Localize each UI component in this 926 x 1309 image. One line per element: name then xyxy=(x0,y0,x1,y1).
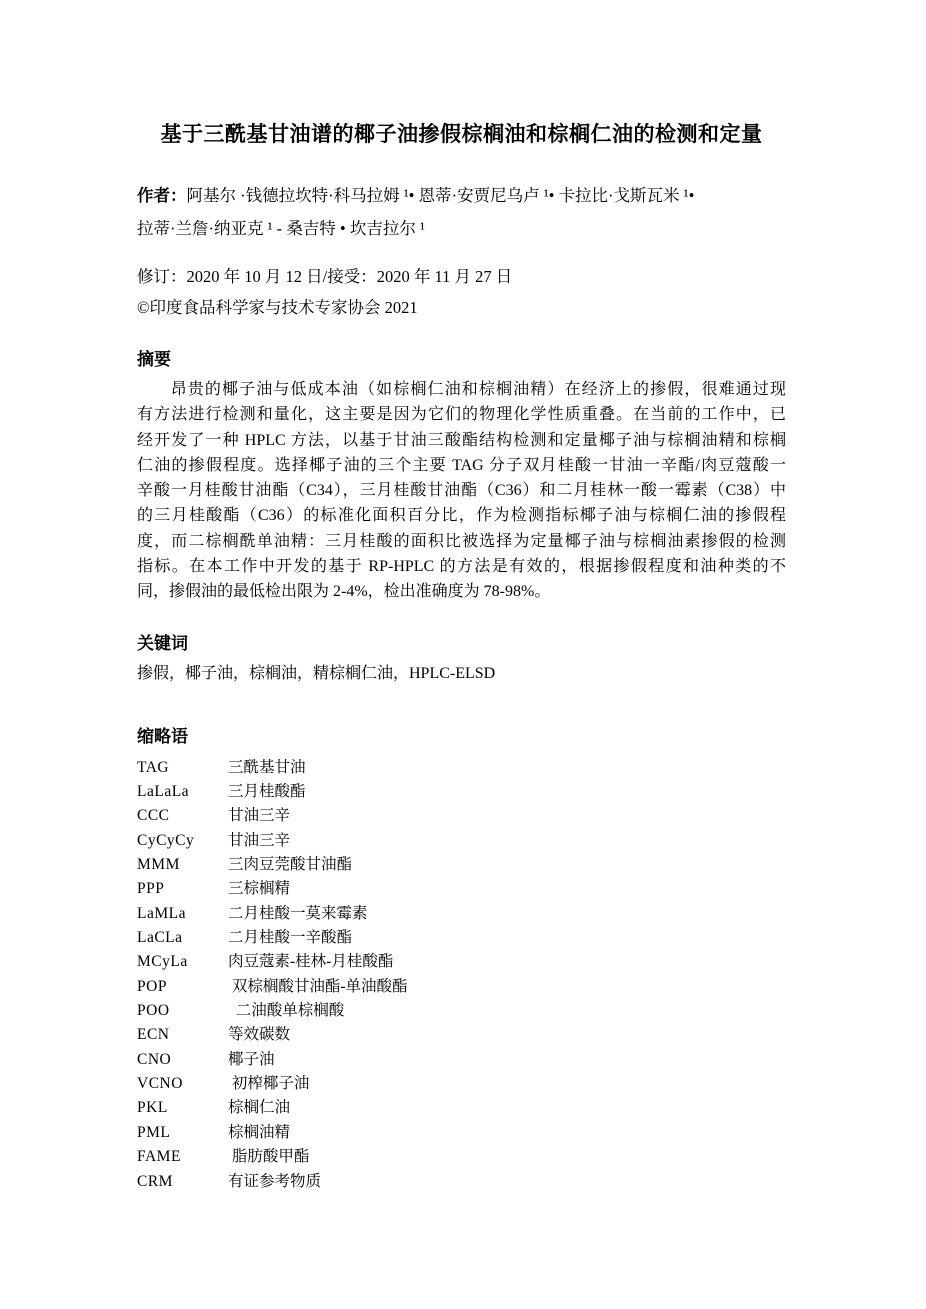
abbreviation-definition: 脂肪酸甲酯 xyxy=(228,1148,310,1166)
abbreviation-row xyxy=(137,950,786,974)
abbreviation-definition: 肉豆蔻素-桂林-月桂酸酯 xyxy=(228,953,394,971)
abbreviation-row xyxy=(137,1145,786,1169)
abbreviation-term: PML xyxy=(137,1123,171,1141)
abbreviation-definition: 甘油三辛 xyxy=(228,831,291,849)
abbreviation-row xyxy=(137,1170,786,1194)
abbreviation-definition: 二月桂酸一辛酸酯 xyxy=(228,929,353,947)
abbreviation-row xyxy=(137,1072,786,1096)
abbreviation-row xyxy=(137,902,786,926)
abbreviation-definition: 棕榈油精 xyxy=(228,1123,291,1141)
revision-date: 修订：2020 年 10 月 12 日/接受：2020 年 11 月 27 日 xyxy=(137,267,513,286)
abbreviation-row xyxy=(137,926,786,950)
abbreviation-term: CCC xyxy=(137,807,170,825)
abbreviation-term: CyCyCy xyxy=(137,831,195,849)
abbreviation-definition: 椰子油 xyxy=(228,1050,275,1068)
abbreviation-definition: 二油酸单棕榈酸 xyxy=(228,1002,345,1020)
authors-line-2: 拉蒂·兰詹·纳亚克 ¹ - 桑吉特 • 坎吉拉尔 ¹ xyxy=(137,219,425,238)
abstract-line: 的三月桂酸酯（C36）的标准化面积百分比，作为检测指标椰子油与棕榈仁油的掺假程 xyxy=(137,507,786,525)
abbreviations-list xyxy=(137,756,786,1194)
abbreviation-term: LaCLa xyxy=(137,929,183,947)
abbreviations-heading: 缩略语 xyxy=(137,726,188,746)
keywords-text: 掺假，椰子油，棕榈油，精棕榈仁油，HPLC-ELSD xyxy=(137,664,496,682)
abstract-line: 仁油的掺假程度。选择椰子油的三个主要 TAG 分子双月桂酸一甘油一辛酯/肉豆蔻酸一 xyxy=(137,456,786,474)
authors-label: 作者： xyxy=(137,186,187,205)
abbreviation-definition: 三棕榈精 xyxy=(228,880,291,898)
abstract-heading: 摘要 xyxy=(137,350,171,369)
abbreviation-term: CRM xyxy=(137,1172,173,1190)
dates-block xyxy=(137,261,786,323)
copyright-line: ©印度食品科学家与技术专家协会 2021 xyxy=(137,298,418,317)
abbreviation-term: FAME xyxy=(137,1148,181,1166)
abstract-line: 辛酸一月桂酸甘油酯（C34），三月桂酸甘油酯（C36）和二月桂林一酸一霉素（C38）中 xyxy=(137,482,786,500)
abbreviation-definition: 三肉豆莞酸甘油酯 xyxy=(228,856,353,874)
abbreviation-row xyxy=(137,1096,786,1120)
authors-names-1: 阿基尔 ·钱德拉坎特·科马拉姆 ¹• 恩蒂·安贾尼乌卢 ¹• 卡拉比·戈斯瓦米 ¹• xyxy=(186,186,695,205)
abbreviation-term: POP xyxy=(137,977,167,995)
abstract-line: 有方法进行检测和量化，这主要是因为它们的物理化学性质重叠。在当前的工作中，已 xyxy=(137,406,786,424)
abbreviation-definition: 三月桂酸酯 xyxy=(228,783,306,801)
abbreviation-row xyxy=(137,780,786,804)
abbreviation-term: ECN xyxy=(137,1026,170,1044)
abbreviation-term: POO xyxy=(137,1002,170,1020)
abbreviation-definition: 初榨椰子油 xyxy=(228,1075,310,1093)
authors-line-1 xyxy=(137,179,786,212)
abbreviation-definition: 二月桂酸一莫来霉素 xyxy=(228,904,368,922)
abbreviation-row xyxy=(137,1023,786,1047)
abstract-paragraph xyxy=(137,377,786,605)
abbreviation-term: CNO xyxy=(137,1050,172,1068)
abbreviation-row xyxy=(137,829,786,853)
abbreviation-term: LaMLa xyxy=(137,904,186,922)
abbreviation-term: MCyLa xyxy=(137,953,188,971)
authors-block xyxy=(137,179,786,245)
abbreviation-term: TAG xyxy=(137,758,170,776)
keywords-heading: 关键词 xyxy=(137,633,188,653)
abbreviation-row xyxy=(137,999,786,1023)
abbreviation-row xyxy=(137,1121,786,1145)
abbreviation-definition: 甘油三辛 xyxy=(228,807,291,825)
abstract-line: 同，掺假油的最低检出限为 2-4%，检出准确度为 78-98%。 xyxy=(137,583,551,601)
abstract-line: 昂贵的椰子油与低成本油（如棕榈仁油和棕榈油精）在经济上的掺假，很难通过现 xyxy=(170,381,786,398)
document-page xyxy=(137,0,786,1194)
abbreviation-term: VCNO xyxy=(137,1075,183,1093)
abbreviation-row xyxy=(137,975,786,999)
abbreviation-row xyxy=(137,1048,786,1072)
abbreviation-definition: 有证参考物质 xyxy=(228,1172,322,1190)
abbreviation-definition: 等效碳数 xyxy=(228,1026,291,1044)
abbreviation-term: MMM xyxy=(137,856,180,874)
abstract-line: 度，而二棕榈酰单油精：三月桂酸的面积比被选择为定量椰子油与棕榈油素掺假的检测 xyxy=(137,532,786,550)
abbreviation-row xyxy=(137,853,786,877)
abbreviation-definition: 双棕榈酸甘油酯-单油酸酯 xyxy=(228,977,408,995)
abstract-line: 指标。在本工作中开发的基于 RP-HPLC 的方法是有效的，根据掺假程度和油种类的不 xyxy=(137,558,786,576)
abbreviation-row xyxy=(137,877,786,901)
abbreviation-term: PKL xyxy=(137,1099,168,1117)
abbreviation-definition: 棕榈仁油 xyxy=(228,1099,291,1117)
abbreviation-row xyxy=(137,756,786,780)
abbreviation-definition: 三酰基甘油 xyxy=(228,758,306,776)
page-title: 基于三酰基甘油谱的椰子油掺假棕榈油和棕榈仁油的检测和定量 xyxy=(160,122,763,146)
abbreviation-term: LaLaLa xyxy=(137,783,190,801)
abbreviation-term: PPP xyxy=(137,880,165,898)
abstract-line: 经开发了一种 HPLC 方法，以基于甘油三酸酯结构检测和定量椰子油与棕榈油精和棕榈 xyxy=(137,431,786,449)
abbreviation-row xyxy=(137,804,786,828)
